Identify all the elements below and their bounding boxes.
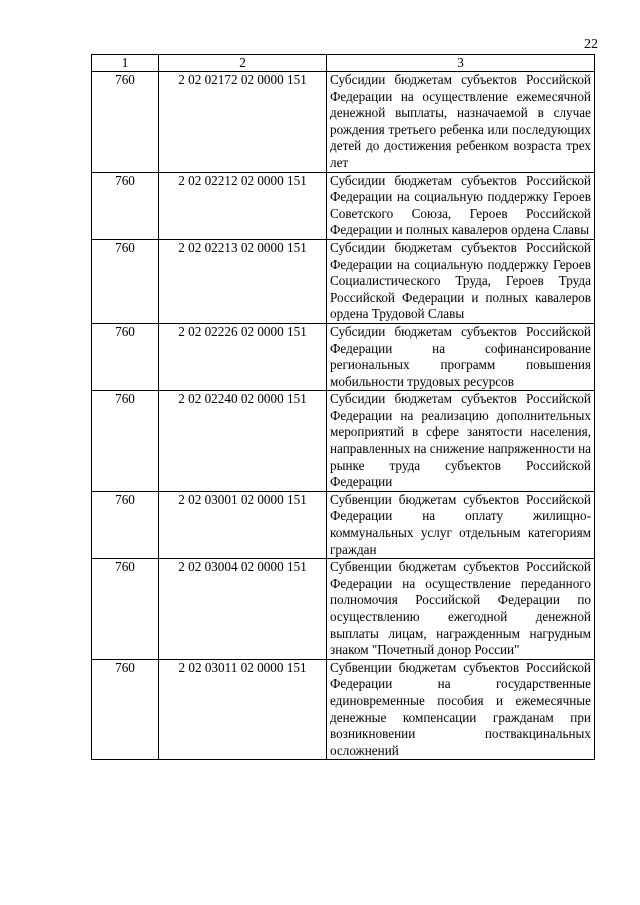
revenue-code-cell: 2 02 03004 02 0000 151 xyxy=(159,559,327,660)
revenue-description-cell: Субсидии бюджетам субъектов Российской Федерации на социальную поддержку Героев Социалистического Труда, Героев Труда Российской Федерации и полных кавалеров ордена Трудовой Славы xyxy=(327,239,595,323)
admin-code-cell: 760 xyxy=(92,72,159,173)
revenue-description-cell: Субвенции бюджетам субъектов Российской Федерации на государственные единовременные пособия и ежемесячные денежные компенсации гражданам при возникновении поствакцинальных осложнений xyxy=(327,659,595,760)
header-row xyxy=(92,55,595,72)
table-row xyxy=(92,491,595,558)
table-header xyxy=(92,55,595,72)
revenue-description-cell: Субвенции бюджетам субъектов Российской Федерации на оплату жилищно-коммунальных услуг отдельным категориям граждан xyxy=(327,491,595,558)
column-header-1: 1 xyxy=(92,55,159,72)
admin-code-cell: 760 xyxy=(92,659,159,760)
table-row xyxy=(92,72,595,173)
table-row xyxy=(92,391,595,492)
revenue-code-cell: 2 02 03011 02 0000 151 xyxy=(159,659,327,760)
column-header-2: 2 xyxy=(159,55,327,72)
revenue-code-cell: 2 02 02213 02 0000 151 xyxy=(159,239,327,323)
table-row xyxy=(92,559,595,660)
table-row xyxy=(92,239,595,323)
table-row xyxy=(92,323,595,390)
admin-code-cell: 760 xyxy=(92,391,159,492)
budget-classification-table xyxy=(91,54,595,760)
revenue-description-cell: Субсидии бюджетам субъектов Российской Федерации на реализацию дополнительных мероприятий в сфере занятости населения, направленных на снижение напряженности на рынке труда субъектов Российской Федерации xyxy=(327,391,595,492)
column-header-3: 3 xyxy=(327,55,595,72)
revenue-description-cell: Субсидии бюджетам субъектов Российской Федерации на социальную поддержку Героев Советского Союза, Героев Российской Федерации и полных кавалеров ордена Славы xyxy=(327,172,595,239)
table-row xyxy=(92,172,595,239)
revenue-code-cell: 2 02 02226 02 0000 151 xyxy=(159,323,327,390)
admin-code-cell: 760 xyxy=(92,323,159,390)
revenue-description-cell: Субвенции бюджетам субъектов Российской Федерации на осуществление переданного полномочия Российской Федерации по осуществлению ежегодной денежной выплаты лицам, награжденным нагрудным знаком "Почетный донор России" xyxy=(327,559,595,660)
revenue-description-cell: Субсидии бюджетам субъектов Российской Федерации на осуществление ежемесячной денежной выплаты, назначаемой в случае рождения третьего ребенка или последующих детей до достижения ребенком возраста трех лет xyxy=(327,72,595,173)
revenue-code-cell: 2 02 02212 02 0000 151 xyxy=(159,172,327,239)
page-number: 22 xyxy=(584,37,598,52)
revenue-description-cell: Субсидии бюджетам субъектов Российской Федерации на софинансирование региональных программ повышения мобильности трудовых ресурсов xyxy=(327,323,595,390)
admin-code-cell: 760 xyxy=(92,559,159,660)
revenue-code-cell: 2 02 03001 02 0000 151 xyxy=(159,491,327,558)
table-body xyxy=(92,72,595,760)
admin-code-cell: 760 xyxy=(92,172,159,239)
admin-code-cell: 760 xyxy=(92,491,159,558)
revenue-code-cell: 2 02 02240 02 0000 151 xyxy=(159,391,327,492)
revenue-code-cell: 2 02 02172 02 0000 151 xyxy=(159,72,327,173)
admin-code-cell: 760 xyxy=(92,239,159,323)
table-row xyxy=(92,659,595,760)
